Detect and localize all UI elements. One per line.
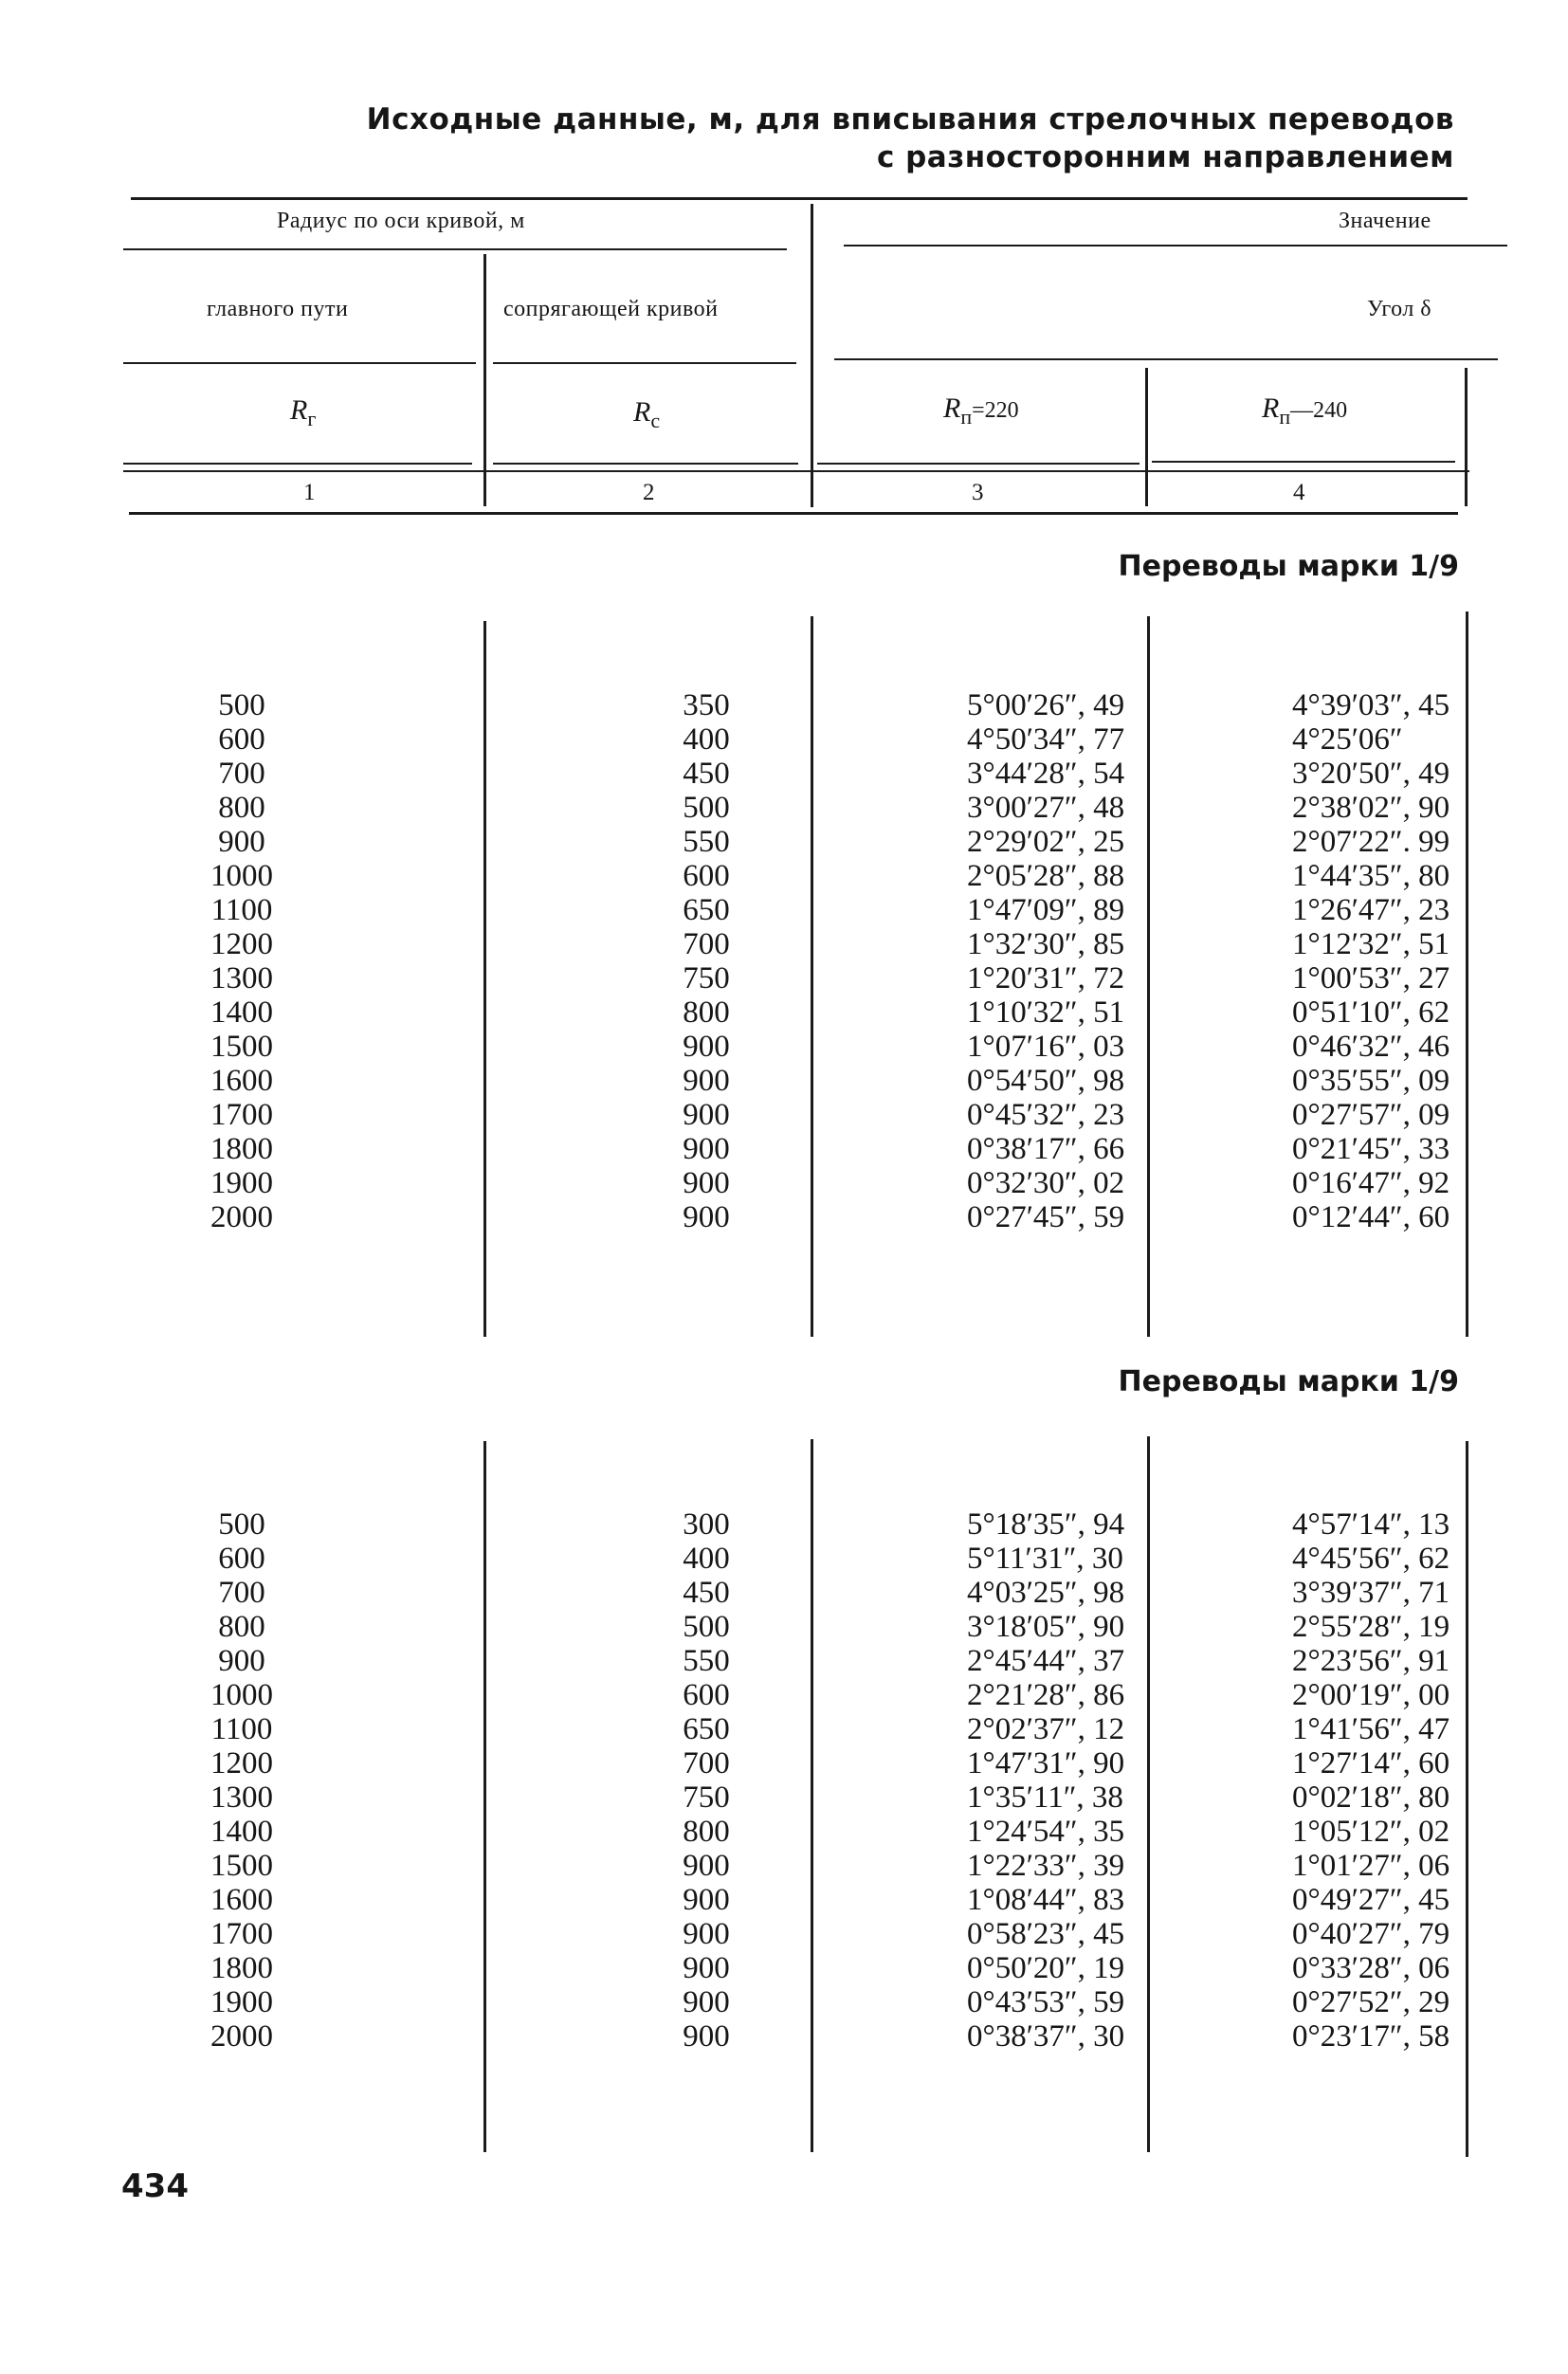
table-title-line-1: Исходные данные, м, для вписывания стрелочных переводов [366, 102, 1454, 137]
column-number-1: 1 [303, 480, 316, 505]
header-top-rule [131, 197, 1468, 200]
angle-rp240-cell: 1°27′14″, 60 [1292, 1746, 1450, 1780]
angle-rp240-cell: 1°00′53″, 27 [1292, 961, 1450, 995]
main-radius-cell: 1900 [210, 1166, 273, 1200]
angle-rp220-cell: 4°03′25″, 98 [967, 1576, 1125, 1610]
main-radius-cell: 800 [218, 1610, 265, 1644]
mating-radius-cell: 400 [683, 1542, 730, 1576]
header-r-mating: $R_с$ [633, 396, 661, 432]
header-r-main: $R_г$ [290, 394, 317, 430]
angle-rp220-cell: 2°29′02″, 25 [967, 825, 1125, 859]
angle-rp220-cell: 2°02′37″, 12 [967, 1712, 1125, 1746]
angle-rp220-cell: 0°43′53″, 59 [967, 1985, 1125, 2019]
angle-rp220-cell: 3°18′05″, 90 [967, 1610, 1125, 1644]
angle-rp240-cell: 0°16′47″, 92 [1292, 1166, 1450, 1200]
angle-rp240-cell: 1°05′12″, 02 [1292, 1815, 1450, 1849]
section-1-rows [85, 688, 1507, 1234]
mating-radius-cell: 900 [683, 2019, 730, 2054]
table-row [85, 1746, 1507, 1780]
mating-radius-cell: 500 [683, 791, 730, 825]
angle-rp220-cell: 5°00′26″, 49 [967, 688, 1125, 722]
main-radius-cell: 1200 [210, 1746, 273, 1780]
table-row [85, 893, 1507, 927]
angle-rp240-cell: 0°35′55″, 09 [1292, 1064, 1450, 1098]
mating-radius-cell: 500 [683, 1610, 730, 1644]
mating-radius-cell: 900 [683, 1951, 730, 1985]
main-radius-cell: 1200 [210, 927, 273, 961]
angle-rp240-cell: 1°12′32″, 51 [1292, 927, 1450, 961]
main-radius-cell: 900 [218, 1644, 265, 1678]
main-radius-cell: 600 [218, 1542, 265, 1576]
column-number-3: 3 [972, 480, 984, 505]
header-rule-4c [817, 463, 1140, 465]
mating-radius-cell: 350 [683, 688, 730, 722]
mating-radius-cell: 650 [683, 1712, 730, 1746]
angle-rp220-cell: 3°44′28″, 54 [967, 757, 1125, 791]
table-row [85, 791, 1507, 825]
angle-rp220-cell: 1°47′09″, 89 [967, 893, 1125, 927]
main-radius-cell: 1500 [210, 1849, 273, 1883]
angle-rp240-cell: 3°20′50″, 49 [1292, 757, 1450, 791]
mating-radius-cell: 900 [683, 1200, 730, 1234]
angle-rp220-cell: 1°20′31″, 72 [967, 961, 1125, 995]
angle-rp240-cell: 0°27′52″, 29 [1292, 1985, 1450, 2019]
table-row [85, 1030, 1507, 1064]
angle-rp240-cell: 2°07′22″. 99 [1292, 825, 1450, 859]
main-radius-cell: 800 [218, 791, 265, 825]
main-radius-cell: 1800 [210, 1951, 273, 1985]
main-radius-cell: 1400 [210, 995, 273, 1030]
angle-rp240-cell: 0°49′27″, 45 [1292, 1883, 1450, 1917]
angle-rp220-cell: 0°27′45″, 59 [967, 1200, 1125, 1234]
table-row [85, 1166, 1507, 1200]
mating-radius-cell: 800 [683, 1815, 730, 1849]
angle-rp220-cell: 0°32′30″, 02 [967, 1166, 1125, 1200]
column-number-2: 2 [643, 480, 655, 505]
angle-rp240-cell: 1°44′35″, 80 [1292, 859, 1450, 893]
mating-radius-cell: 900 [683, 1883, 730, 1917]
main-radius-cell: 1800 [210, 1132, 273, 1166]
main-radius-cell: 1400 [210, 1815, 273, 1849]
angle-rp220-cell: 1°24′54″, 35 [967, 1815, 1125, 1849]
header-rule-3b [493, 362, 796, 364]
main-radius-cell: 1300 [210, 961, 273, 995]
angle-rp220-cell: 4°50′34″, 77 [967, 722, 1125, 757]
table-row [85, 1610, 1507, 1644]
header-rule-4 [123, 463, 472, 465]
header-rule-4d [1152, 461, 1455, 463]
header-divider-col3 [1145, 368, 1148, 506]
angle-rp240-cell: 4°39′03″, 45 [1292, 688, 1450, 722]
angle-rp220-cell: 0°45′32″, 23 [967, 1098, 1125, 1132]
table-row [85, 1849, 1507, 1883]
angle-rp220-cell: 1°07′16″, 03 [967, 1030, 1125, 1064]
angle-rp220-cell: 2°21′28″, 86 [967, 1678, 1125, 1712]
main-radius-cell: 1000 [210, 1678, 273, 1712]
angle-rp240-cell: 3°39′37″, 71 [1292, 1576, 1450, 1610]
main-radius-cell: 1700 [210, 1917, 273, 1951]
angle-rp220-cell: 5°11′31″, 30 [967, 1542, 1123, 1576]
table-row [85, 1132, 1507, 1166]
header-mating-curve: сопрягающей кривой [503, 297, 719, 321]
mating-radius-cell: 900 [683, 1064, 730, 1098]
main-radius-cell: 700 [218, 1576, 265, 1610]
table-row [85, 1780, 1507, 1815]
main-radius-cell: 1600 [210, 1064, 273, 1098]
mating-radius-cell: 900 [683, 1917, 730, 1951]
mating-radius-cell: 650 [683, 893, 730, 927]
angle-rp220-cell: 0°38′37″, 30 [967, 2019, 1125, 2054]
header-radius-group: Радиус по оси кривой, м [277, 209, 525, 233]
main-radius-cell: 2000 [210, 2019, 273, 2054]
mating-radius-cell: 700 [683, 1746, 730, 1780]
main-radius-cell: 600 [218, 722, 265, 757]
angle-rp240-cell: 0°27′57″, 09 [1292, 1098, 1450, 1132]
table-row [85, 722, 1507, 757]
section-1-table [85, 688, 1507, 1234]
angle-rp220-cell: 0°54′50″, 98 [967, 1064, 1125, 1098]
mating-radius-cell: 900 [683, 1985, 730, 2019]
angle-rp220-cell: 0°38′17″, 66 [967, 1132, 1125, 1166]
table-row [85, 961, 1507, 995]
angle-rp220-cell: 1°22′33″, 39 [967, 1849, 1125, 1883]
mating-radius-cell: 900 [683, 1098, 730, 1132]
angle-rp220-cell: 1°32′30″, 85 [967, 927, 1125, 961]
angle-rp240-cell: 0°51′10″, 62 [1292, 995, 1450, 1030]
table-row [85, 1644, 1507, 1678]
table-row [85, 825, 1507, 859]
main-radius-cell: 900 [218, 825, 265, 859]
angle-rp240-cell: 2°00′19″, 00 [1292, 1678, 1450, 1712]
table-row [85, 1678, 1507, 1712]
header-divider-col2 [811, 204, 813, 507]
mating-radius-cell: 600 [683, 859, 730, 893]
table-row [85, 927, 1507, 961]
angle-rp220-cell: 1°47′31″, 90 [967, 1746, 1125, 1780]
header-rule-3 [123, 362, 476, 364]
mating-radius-cell: 900 [683, 1132, 730, 1166]
section-2-rows [85, 1507, 1507, 2054]
main-radius-cell: 1600 [210, 1883, 273, 1917]
mating-radius-cell: 450 [683, 757, 730, 791]
angle-rp240-cell: 0°21′45″, 33 [1292, 1132, 1450, 1166]
table-row [85, 1951, 1507, 1985]
mating-radius-cell: 750 [683, 961, 730, 995]
angle-rp240-cell: 2°55′28″, 19 [1292, 1610, 1450, 1644]
header-angle: Угол δ [1367, 297, 1432, 321]
section-2-title: Переводы марки 1/9 [1118, 1365, 1459, 1398]
table-row [85, 1542, 1507, 1576]
table-row [85, 2019, 1507, 2054]
mating-radius-cell: 900 [683, 1166, 730, 1200]
header-r-p220: $R_п=220$ [943, 393, 1019, 429]
header-rule-5 [123, 470, 1469, 472]
angle-rp240-cell: 4°25′06″ [1292, 722, 1403, 757]
section-2-table [85, 1507, 1507, 2054]
mating-radius-cell: 600 [683, 1678, 730, 1712]
mating-radius-cell: 900 [683, 1849, 730, 1883]
main-radius-cell: 1100 [210, 893, 273, 927]
angle-rp220-cell: 1°08′44″, 83 [967, 1883, 1125, 1917]
table-row [85, 688, 1507, 722]
table-row [85, 1064, 1507, 1098]
angle-rp240-cell: 1°41′56″, 47 [1292, 1712, 1450, 1746]
angle-rp220-cell: 2°45′44″, 37 [967, 1644, 1125, 1678]
angle-rp240-cell: 1°01′27″, 06 [1292, 1849, 1450, 1883]
angle-rp240-cell: 1°26′47″, 23 [1292, 893, 1450, 927]
angle-rp240-cell: 0°33′28″, 06 [1292, 1951, 1450, 1985]
table-row [85, 1098, 1507, 1132]
mating-radius-cell: 900 [683, 1030, 730, 1064]
angle-rp220-cell: 2°05′28″, 88 [967, 859, 1125, 893]
main-radius-cell: 1900 [210, 1985, 273, 2019]
angle-rp240-cell: 2°23′56″, 91 [1292, 1644, 1450, 1678]
table-row [85, 1507, 1507, 1542]
mating-radius-cell: 800 [683, 995, 730, 1030]
table-row [85, 1576, 1507, 1610]
mating-radius-cell: 300 [683, 1507, 730, 1542]
table-row [85, 1712, 1507, 1746]
main-radius-cell: 1700 [210, 1098, 273, 1132]
header-rule-2 [123, 248, 787, 250]
angle-rp240-cell: 4°57′14″, 13 [1292, 1507, 1450, 1542]
angle-rp240-cell: 0°02′18″, 80 [1292, 1780, 1450, 1815]
main-radius-cell: 1100 [210, 1712, 273, 1746]
table-row [85, 995, 1507, 1030]
header-r-p240: $R_п—240$ [1262, 393, 1348, 429]
angle-rp220-cell: 3°00′27″, 48 [967, 791, 1125, 825]
column-number-4: 4 [1293, 480, 1305, 505]
angle-rp220-cell: 1°10′32″, 51 [967, 995, 1125, 1030]
mating-radius-cell: 700 [683, 927, 730, 961]
table-row [85, 859, 1507, 893]
table-row [85, 1985, 1507, 2019]
mating-radius-cell: 550 [683, 1644, 730, 1678]
main-radius-cell: 1000 [210, 859, 273, 893]
main-radius-cell: 500 [218, 688, 265, 722]
header-rule-4b [493, 463, 798, 465]
main-radius-cell: 700 [218, 757, 265, 791]
main-radius-cell: 1300 [210, 1780, 273, 1815]
mating-radius-cell: 450 [683, 1576, 730, 1610]
angle-rp240-cell: 0°23′17″, 58 [1292, 2019, 1450, 2054]
angle-rp240-cell: 0°40′27″, 79 [1292, 1917, 1450, 1951]
angle-rp220-cell: 0°50′20″, 19 [967, 1951, 1125, 1985]
mating-radius-cell: 550 [683, 825, 730, 859]
angle-rp240-cell: 4°45′56″, 62 [1292, 1542, 1450, 1576]
header-divider-right [1465, 368, 1468, 506]
mating-radius-cell: 400 [683, 722, 730, 757]
angle-rp220-cell: 1°35′11″, 38 [967, 1780, 1123, 1815]
angle-rp240-cell: 0°12′44″, 60 [1292, 1200, 1450, 1234]
main-radius-cell: 500 [218, 1507, 265, 1542]
angle-rp220-cell: 5°18′35″, 94 [967, 1507, 1125, 1542]
angle-rp240-cell: 0°46′32″, 46 [1292, 1030, 1450, 1064]
main-radius-cell: 2000 [210, 1200, 273, 1234]
page-number: 434 [121, 2167, 189, 2205]
header-rule-2b [844, 245, 1507, 247]
header-divider-col1 [483, 254, 486, 506]
table-row [85, 757, 1507, 791]
mating-radius-cell: 750 [683, 1780, 730, 1815]
table-row [85, 1815, 1507, 1849]
header-bottom-rule [129, 512, 1458, 515]
header-main-track: главного пути [207, 297, 349, 321]
main-radius-cell: 1500 [210, 1030, 273, 1064]
table-row [85, 1883, 1507, 1917]
angle-rp240-cell: 2°38′02″, 90 [1292, 791, 1450, 825]
header-rule-3c [834, 358, 1498, 360]
table-row [85, 1917, 1507, 1951]
table-row [85, 1200, 1507, 1234]
table-title-line-2: с разносторонним направлением [876, 140, 1454, 174]
angle-rp220-cell: 0°58′23″, 45 [967, 1917, 1125, 1951]
section-1-title: Переводы марки 1/9 [1118, 550, 1459, 583]
header-value-group: Значение [1339, 209, 1431, 233]
